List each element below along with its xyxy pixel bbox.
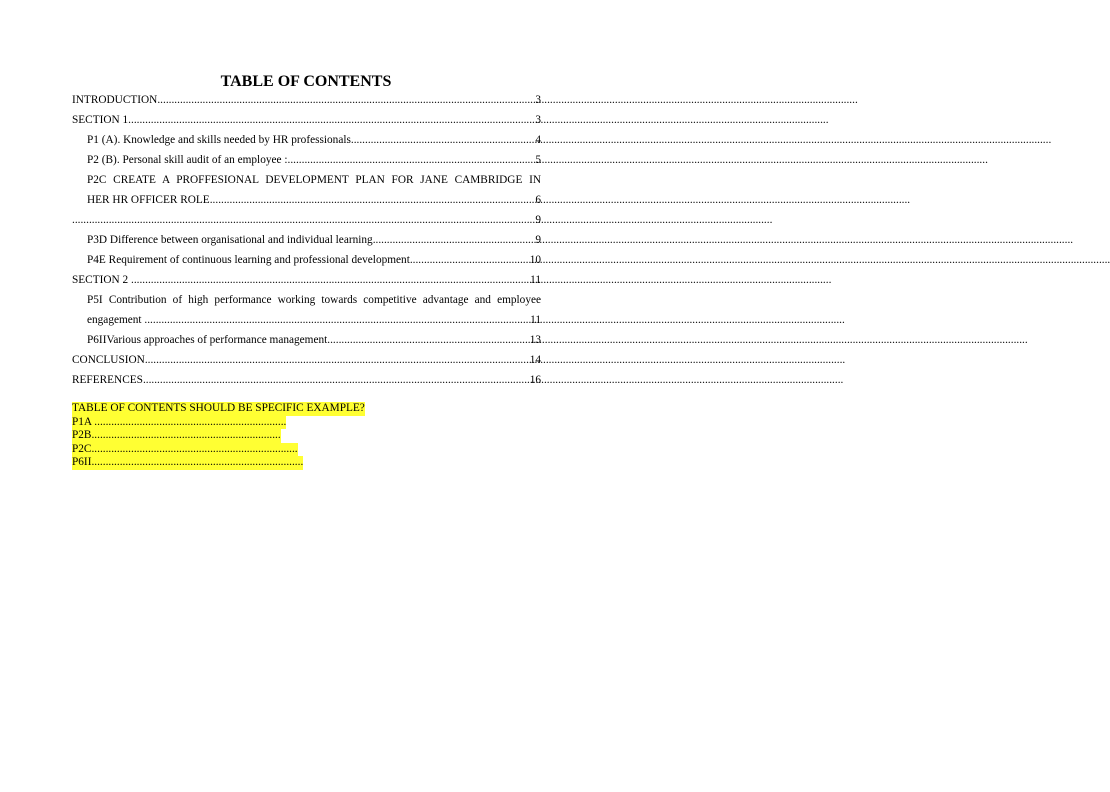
toc-entry-p5i[interactable]: P5I Contribution of high performance working towards competitive advantage and employee engagement ..... 11: [72, 290, 541, 330]
page-number: 3: [535, 94, 541, 106]
toc-entry-p1a[interactable]: P1 (A). Knowledge and skills needed by HR professionals ..... 4: [72, 130, 541, 150]
toc-list: [72, 90, 541, 390]
toc-entry-p2b[interactable]: P2 (B). Personal skill audit of an employee : ..... 5: [72, 150, 541, 170]
page-number: 9: [535, 234, 541, 246]
page-number: 10: [529, 254, 541, 266]
page-number: 13: [529, 334, 541, 346]
highlight-item: P2C.........................................................................: [72, 442, 298, 455]
highlight-item: P1A ....................................................................: [72, 415, 287, 428]
toc-title: TABLE OF CONTENTS: [220, 73, 392, 90]
page-number: 11: [530, 274, 541, 286]
highlighted-comment: [72, 402, 365, 470]
page-number: 14: [529, 354, 541, 366]
highlight-question: TABLE OF CONTENTS SHOULD BE SPECIFIC EXAMPLE?: [72, 402, 365, 414]
toc-entry-p4e[interactable]: P4E Requirement of continuous learning and professional development ..... 10: [72, 250, 541, 270]
highlight-item: P6II...........................................................................: [72, 456, 304, 468]
page-number: 11: [530, 314, 541, 326]
toc-entry-p6ii[interactable]: P6IIVarious approaches of performance management ..... 13: [72, 330, 541, 350]
page-number: 4: [535, 134, 541, 146]
toc-entry-text-line: P5I Contribution of high performance working towards competitive advantage and employee: [87, 294, 541, 306]
toc-entry-introduction[interactable]: INTRODUCTION ..... 3: [72, 90, 541, 110]
toc-entry-p2c[interactable]: P2C CREATE A PROFFESIONAL DEVELOPMENT PLAN FOR JANE CAMBRIDGE IN HER HR OFFICER ROLE ..... 6: [72, 170, 541, 210]
highlight-item: P2B...................................................................: [72, 429, 281, 441]
toc-entry-section-2[interactable]: SECTION 2 ..... 11: [72, 270, 541, 290]
toc-entry-references[interactable]: REFERENCES ..... 16: [72, 370, 541, 390]
toc-entry-text-line: P2C CREATE A PROFFESIONAL DEVELOPMENT PLAN FOR JANE CAMBRIDGE IN: [87, 174, 541, 186]
page-number: 3: [535, 114, 541, 126]
page-number: 9: [535, 214, 541, 226]
toc-entry-section-1[interactable]: SECTION 1 ..... 3: [72, 110, 541, 130]
page-number: 5: [535, 154, 541, 166]
toc-entry-conclusion[interactable]: CONCLUSION ..... 14: [72, 350, 541, 370]
page-number: 6: [535, 194, 541, 206]
page-number: 16: [529, 374, 541, 386]
toc-entry-p3d[interactable]: P3D Difference between organisational and individual learning ..... 9: [72, 230, 541, 250]
toc-entry-blank[interactable]: [72, 210, 541, 230]
